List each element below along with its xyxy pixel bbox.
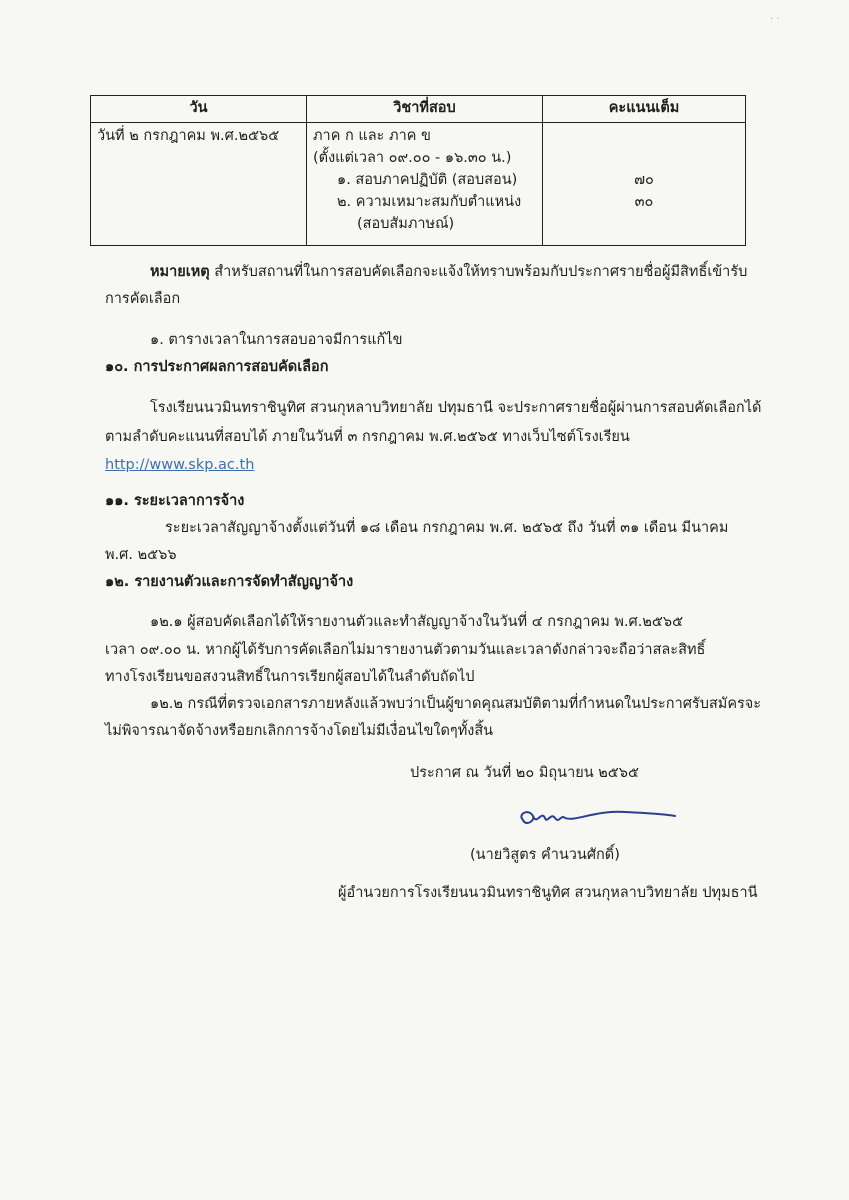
announcement-date: ประกาศ ณ วันที่ ๒๐ มิถุนายน ๒๕๖๕ xyxy=(410,765,639,781)
subject-time: (ตั้งแต่เวลา ๐๙.๐๐ - ๑๖.๓๐ น.) xyxy=(313,150,512,166)
exam-date-text: วันที่ ๒ กรกฎาคม พ.ศ.๒๕๖๕ xyxy=(97,128,280,144)
section-12-2-line-2: ไม่พิจารณาจัดจ้างหรือยกเลิกการจ้างโดยไม่มีเงื่อนไขใดๆทั้งสิ้น xyxy=(105,723,494,739)
exam-date xyxy=(91,123,307,246)
subject-item-1: ๑. สอบภาคปฏิบัติ (สอบสอน) xyxy=(337,172,518,188)
scan-specks: · · xyxy=(770,14,780,25)
subject-item-2-cont: (สอบสัมภาษณ์) xyxy=(357,216,455,232)
director-signature xyxy=(515,800,685,838)
col-header-score: คะแนนเต็ม xyxy=(543,96,746,123)
table-row xyxy=(91,123,746,246)
signature-mark xyxy=(515,800,685,834)
subject-title: ภาค ก และ ภาค ข xyxy=(313,128,431,144)
section-12-heading: ๑๒. รายงานตัวและการจัดทำสัญญาจ้าง xyxy=(105,574,354,590)
section-12-2-line-1: ๑๒.๒ กรณีที่ตรวจเอกสารภายหลังแล้วพบว่าเป็นผู้ขาดคุณสมบัติตามที่กำหนดในประกาศรับสมัครจะ xyxy=(150,696,762,712)
note-schedule-change: ๑. ตารางเวลาในการสอบอาจมีการแก้ไข xyxy=(150,332,403,348)
section-10-heading: ๑๐. การประกาศผลการสอบคัดเลือก xyxy=(105,359,329,375)
section-11-para-1: ระยะเวลาสัญญาจ้างตั้งแต่วันที่ ๑๘ เดือน กรกฎาคม พ.ศ. ๒๕๖๕ ถึง วันที่ ๓๑ เดือน มีนาคม xyxy=(165,520,729,536)
table-header-row xyxy=(91,96,746,123)
score-item-1: ๗๐ xyxy=(634,172,654,188)
col-header-day: วัน xyxy=(91,96,307,123)
subject-item-2: ๒. ความเหมาะสมกับตำแหน่ง xyxy=(337,194,522,210)
exam-schedule-table xyxy=(90,95,746,246)
col-header-subject: วิชาที่สอบ xyxy=(307,96,543,123)
section-12-1-line-3: ทางโรงเรียนขอสงวนสิทธิ์ในการเรียกผู้สอบได้ในลำดับถัดไป xyxy=(105,669,475,685)
section-10-para-2: ตามลำดับคะแนนที่สอบได้ ภายในวันที่ ๓ กรกฎาคม พ.ศ.๒๕๖๕ ทางเว็บไซต์โรงเรียน xyxy=(105,429,630,445)
remark-label: หมายเหตุ xyxy=(150,264,210,280)
exam-subjects xyxy=(307,123,543,246)
score-item-2: ๓๐ xyxy=(634,194,654,210)
section-11-para-2: พ.ศ. ๒๕๖๖ xyxy=(105,547,177,563)
exam-scores xyxy=(543,123,746,246)
remark-line-1 xyxy=(150,262,747,282)
director-position: ผู้อำนวยการโรงเรียนนวมินทราชินูทิศ สวนกุหลาบวิทยาลัย ปทุมธานี xyxy=(338,885,758,901)
remark-text-1: สำหรับสถานที่ในการสอบคัดเลือกจะแจ้งให้ทราบพร้อมกับประกาศรายชื่อผู้มีสิทธิ์เข้ารับ xyxy=(209,264,748,280)
section-12-1-line-1: ๑๒.๑ ผู้สอบคัดเลือกได้ให้รายงานตัวและทำสัญญาจ้างในวันที่ ๔ กรกฎาคม พ.ศ.๒๕๖๕ xyxy=(150,614,684,630)
director-name: (นายวิสูตร คำนวนศักดิ์) xyxy=(470,847,620,863)
section-12-1-line-2: เวลา ๐๙.๐๐ น. หากผู้ได้รับการคัดเลือกไม่มารายงานตัวตามวันและเวลาดังกล่าวจะถือว่าสละสิทธิ์ xyxy=(105,642,706,658)
remark-line-2: การคัดเลือก xyxy=(105,291,181,307)
section-11-heading: ๑๑. ระยะเวลาการจ้าง xyxy=(105,493,245,509)
school-website-link[interactable]: http://www.skp.ac.th xyxy=(105,457,255,473)
section-10-para-1: โรงเรียนนวมินทราชินูทิศ สวนกุหลาบวิทยาลัย ปทุมธานี จะประกาศรายชื่อผู้ผ่านการสอบคัดเลือกได้ xyxy=(150,400,762,416)
